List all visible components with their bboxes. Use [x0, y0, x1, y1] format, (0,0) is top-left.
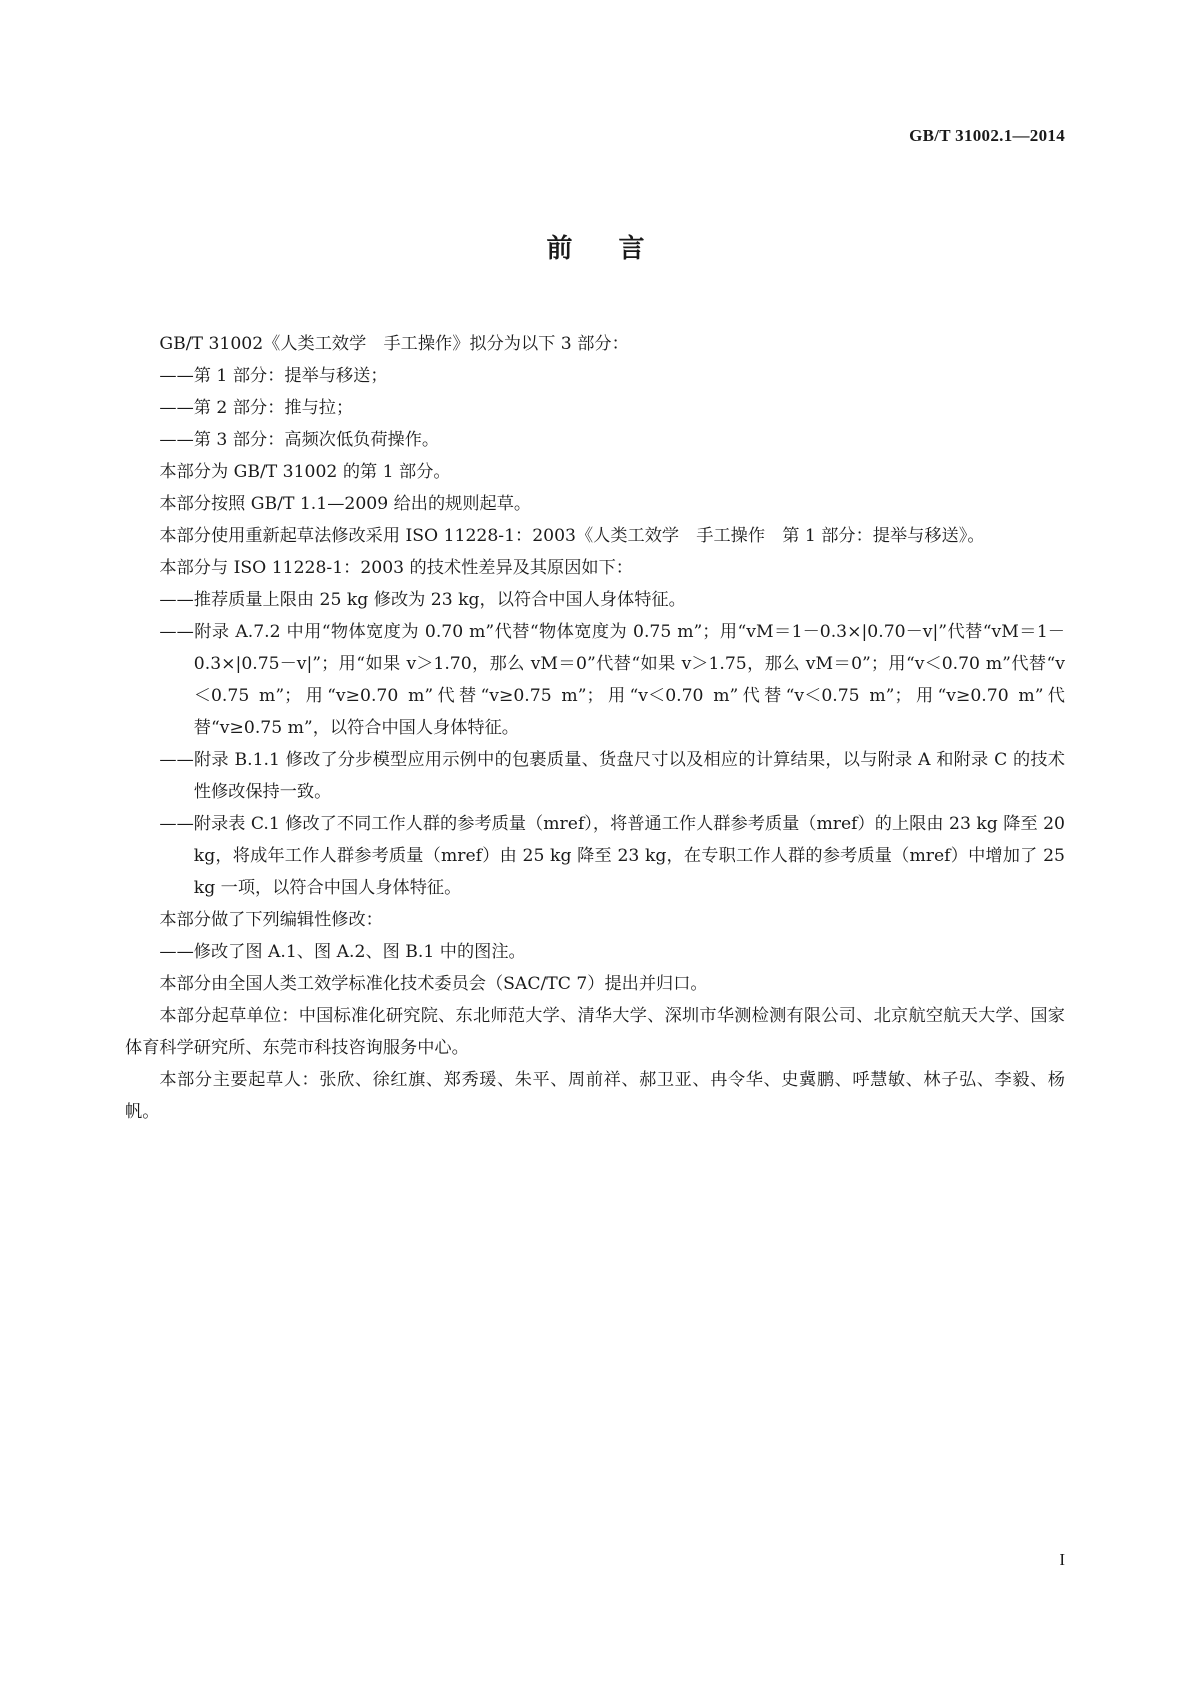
paragraph-proposed-by: 本部分由全国人类工效学标准化技术委员会（SAC/TC 7）提出并归口。 — [159, 974, 708, 994]
paragraph-part-statement: 本部分为 GB/T 31002 的第 1 部分。 — [159, 462, 451, 482]
paragraph-differences-heading: 本部分与 ISO 11228-1：2003 的技术性差异及其原因如下： — [159, 558, 633, 578]
list-item-part-2: ——第 2 部分：推与拉； — [159, 398, 354, 418]
paragraph-drafting-rules: 本部分按照 GB/T 1.1—2009 给出的规则起草。 — [159, 494, 532, 514]
paragraph-editorial-heading: 本部分做了下列编辑性修改： — [159, 910, 383, 930]
preface-body — [125, 328, 1065, 1128]
list-item-part-3: ——第 3 部分：高频次低负荷操作。 — [159, 430, 440, 450]
standard-code: GB/T 31002.1—2014 — [909, 126, 1065, 145]
page-title: 前言 — [546, 234, 691, 264]
paragraph-intro: GB/T 31002《人类工效学 手工操作》拟分为以下 3 部分： — [159, 334, 629, 354]
paragraph-drafting-units: 本部分起草单位：中国标准化研究院、东北师范大学、清华大学、深圳市华测检测有限公司、北京航空航天大学、国家体育科学研究所、东莞市科技咨询服务中心。 — [125, 1006, 1065, 1058]
list-item-part-1: ——第 1 部分：提举与移送； — [159, 366, 388, 386]
list-item-difference-4: ——附录表 C.1 修改了不同工作人群的参考质量（mref），将普通工作人群参考质量（mref）的上限由 23 kg 降至 20 kg，将成年工作人群参考质量（mref）由 25 kg 降至 23 kg，在专职工作人群的参考质量（mref）中增加了 25 kg 一项，以符合中国人身体特征。 — [159, 814, 1065, 898]
paragraph-adoption: 本部分使用重新起草法修改采用 ISO 11228-1：2003《人类工效学 手工操作 第 1 部分：提举与移送》。 — [159, 526, 985, 546]
list-item-difference-2: ——附录 A.7.2 中用“物体宽度为 0.70 m”代替“物体宽度为 0.75 m”；用“vM＝1－0.3×|0.70－v|”代替“vM＝1－0.3×|0.75－v|”；用“如果 v＞1.70，那么 vM＝0”代替“如果 v＞1.75，那么 vM＝0”；用“v＜0.70 m”代替“v＜0.75 m”；用“v≥0.70 m”代替“v≥0.75 m”；用“v＜0.70 m”代替“v＜0.75 m”；用“v≥0.70 m”代替“v≥0.75 m”，以符合中国人身体特征。 — [159, 622, 1065, 738]
list-item-difference-1: ——推荐质量上限由 25 kg 修改为 23 kg，以符合中国人身体特征。 — [159, 590, 686, 610]
list-item-editorial-1: ——修改了图 A.1、图 A.2、图 B.1 中的图注。 — [159, 942, 526, 962]
paragraph-drafters: 本部分主要起草人：张欣、徐红旗、郑秀瑗、朱平、周前祥、郝卫亚、冉令华、史冀鹏、呼慧敏、林子弘、李毅、杨帆。 — [125, 1070, 1065, 1122]
page-number: I — [1059, 1550, 1065, 1569]
list-item-difference-3: ——附录 B.1.1 修改了分步模型应用示例中的包裹质量、货盘尺寸以及相应的计算结果，以与附录 A 和附录 C 的技术性修改保持一致。 — [159, 750, 1065, 802]
